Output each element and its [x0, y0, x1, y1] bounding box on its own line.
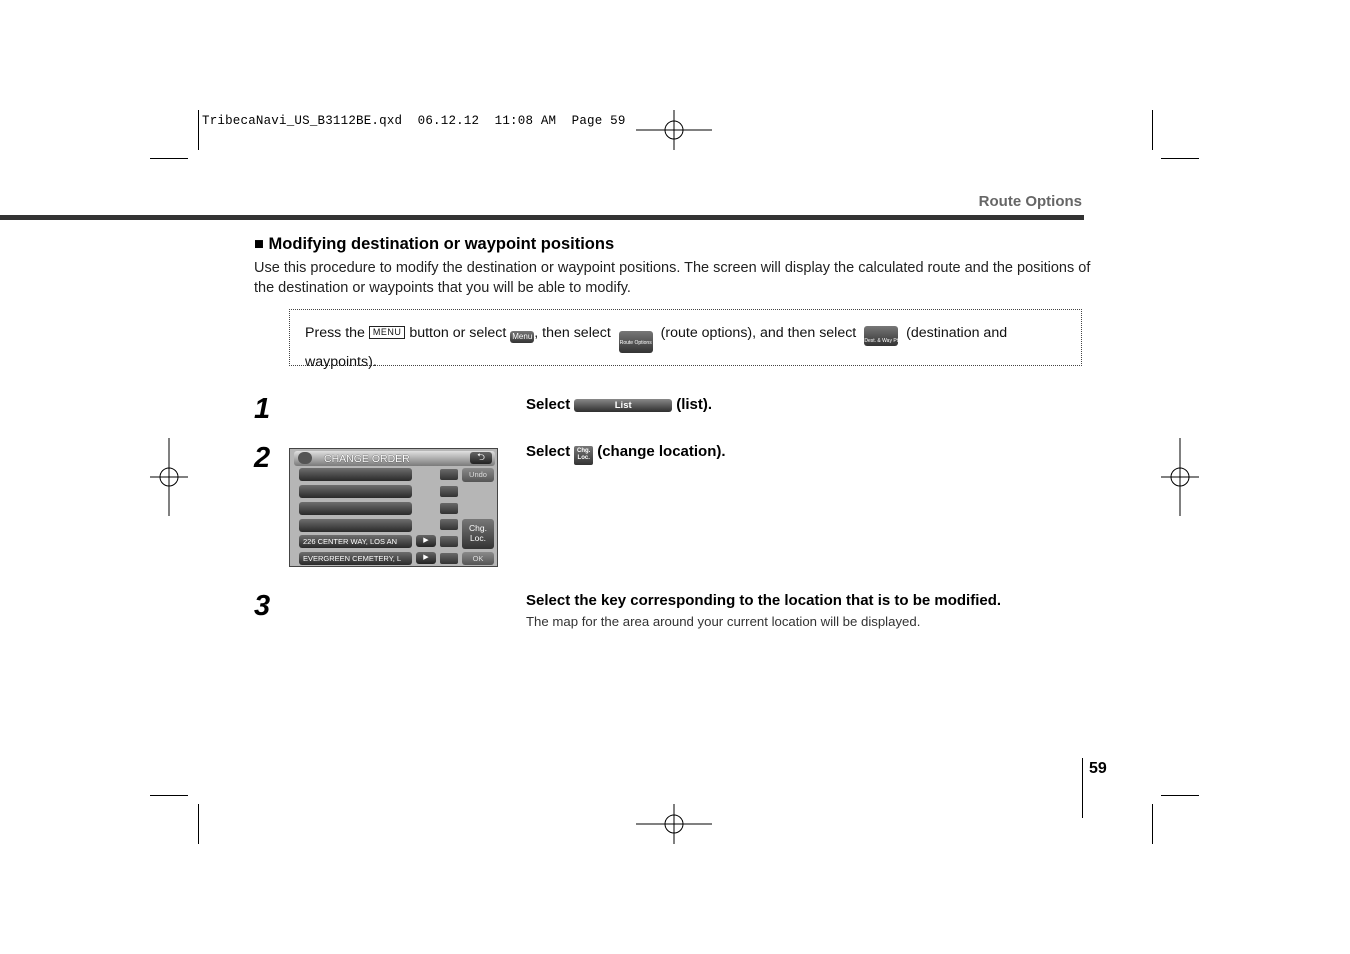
- procedure-note: [289, 309, 1082, 370]
- instruction-text: Select: [526, 443, 571, 460]
- instruction-text: Select: [526, 396, 571, 413]
- intro-paragraph: Use this procedure to modify the destination or waypoint positions. The screen will display the calculated route and the positions of the destination or waypoints that you will be able to modify.: [254, 260, 1091, 296]
- undo-button: Undo: [462, 468, 494, 482]
- route-options-icon: Route Options: [619, 331, 653, 353]
- location-row: [299, 468, 412, 481]
- location-row: [299, 485, 412, 498]
- page-number: 59: [1089, 760, 1107, 777]
- instruction-text: (change location).: [597, 443, 726, 460]
- play-arrow-icon: ▶: [416, 535, 436, 547]
- screen-title-bar: [294, 451, 495, 466]
- menu-button-icon: Menu: [512, 332, 533, 341]
- play-arrow-icon: ▶: [416, 552, 436, 564]
- crop-mark: [198, 110, 199, 150]
- step-number: 1: [254, 393, 271, 425]
- location-row: [299, 502, 412, 515]
- section-heading: ■ Modifying destination or waypoint positions: [254, 235, 615, 253]
- order-key: [440, 469, 458, 480]
- step-instruction: [526, 396, 712, 413]
- change-order-screen: [289, 448, 498, 567]
- note-text: (route options), and then select: [656, 325, 861, 341]
- destination-waypoints-icon: Dest. & Way Pt: [864, 326, 898, 346]
- chg-loc-label: Loc.: [469, 533, 487, 543]
- crop-mark: [1152, 804, 1153, 844]
- chg-loc-button: [462, 519, 494, 549]
- order-key: [440, 503, 458, 514]
- registration-mark-icon: [1161, 438, 1199, 516]
- return-arrow-icon: ⮌: [470, 452, 492, 464]
- crop-mark: [150, 158, 188, 159]
- instruction-text: (list).: [676, 396, 713, 413]
- ok-button: OK: [462, 552, 494, 565]
- section-label: Route Options: [978, 193, 1082, 210]
- step-instruction: [526, 443, 726, 465]
- note-text: button or select: [405, 325, 511, 341]
- crop-mark: [150, 795, 188, 796]
- crop-mark: [198, 804, 199, 844]
- crop-mark: [1152, 110, 1153, 150]
- location-row: [299, 519, 412, 532]
- step-instruction: Select the key corresponding to the location that is to be modified.: [526, 592, 1002, 609]
- list-button: List: [574, 399, 672, 412]
- location-row: 226 CENTER WAY, LOS AN: [299, 535, 412, 548]
- change-location-button: Chg. Loc.: [574, 446, 593, 465]
- home-icon: [298, 452, 312, 464]
- note-text: (destination and waypoints).: [305, 325, 1008, 370]
- registration-mark-icon: [150, 438, 188, 516]
- registration-mark-icon: [636, 804, 712, 844]
- print-slug: TribecaNavi_US_B3112BE.qxd 06.12.12 11:08 AM Page 59: [202, 114, 626, 128]
- step-detail: The map for the area around your current location will be displayed.: [526, 614, 921, 629]
- page-number-rule: [1082, 758, 1083, 818]
- step-number: 2: [254, 442, 271, 474]
- order-key: [440, 486, 458, 497]
- chg-loc-label: Chg.: [469, 523, 487, 533]
- order-key: [440, 519, 458, 530]
- note-text: , then select: [534, 325, 615, 341]
- crop-mark: [1161, 795, 1199, 796]
- order-key: [440, 553, 458, 564]
- menu-key-icon: MENU: [369, 326, 406, 339]
- registration-mark-icon: [636, 110, 712, 150]
- screen-title: CHANGE ORDER: [324, 453, 410, 465]
- step-number: 3: [254, 590, 271, 622]
- order-key: [440, 536, 458, 547]
- header-rule: [0, 215, 1084, 220]
- location-row: EVERGREEN CEMETERY, L: [299, 552, 412, 565]
- crop-mark: [1161, 158, 1199, 159]
- note-text: Press the: [305, 325, 369, 341]
